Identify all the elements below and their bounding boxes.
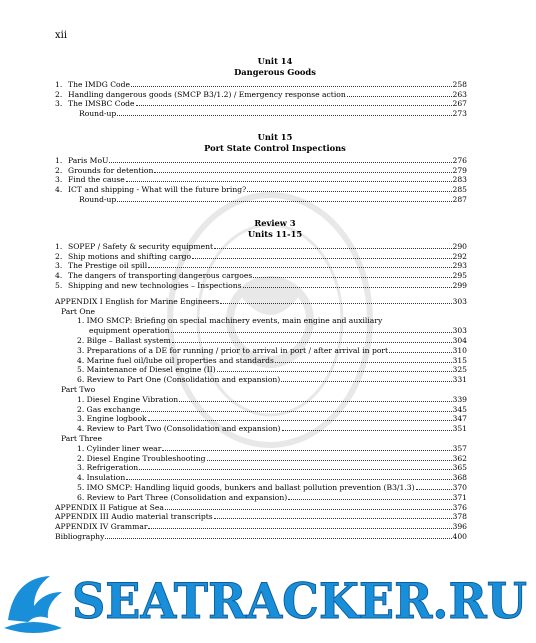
toc-entry-appendix[interactable]: APPENDIX II Fatigue at Sea 376 [55, 502, 467, 512]
toc-entry-appendix[interactable]: APPENDIX I English for Marine Engineers 303 [55, 296, 467, 306]
toc-entry[interactable]: 2. Bilge – Ballast system 304 [77, 335, 467, 345]
toc-entry[interactable]: 2. Ship motions and shifting cargo 292 [55, 251, 467, 261]
toc-entry[interactable]: 1. Cylinder liner wear 357 [77, 443, 467, 453]
unit-title: Review 3 [254, 218, 296, 228]
page-number: xii [55, 30, 68, 41]
toc-entry[interactable]: 2. Handling dangerous goods (SMCP B3/1.2) / Emergency response action 263 [55, 89, 467, 99]
appendix-list [55, 296, 467, 541]
toc-entry[interactable]: 2. Diesel Engine Troubleshooting 362 [77, 453, 467, 463]
review-3-heading [55, 218, 495, 240]
toc-entry[interactable]: 3. Preparations of a DE for running / prior to arrival in port / after arrival in port 310 [77, 345, 467, 355]
toc-entry[interactable]: 3. Engine logbook 347 [77, 414, 467, 424]
toc-part-heading: Part Two [61, 384, 96, 394]
toc-entry-roundup[interactable]: Round-up 287 [79, 194, 467, 204]
unit-15-list [55, 155, 467, 204]
review-3-list [55, 241, 467, 290]
toc-entry-bibliography[interactable]: Bibliography 400 [55, 531, 467, 541]
toc-entry[interactable]: 1. Diesel Engine Vibration 339 [77, 394, 467, 404]
toc-entry[interactable]: 3. Find the cause 283 [55, 175, 467, 185]
toc-entry[interactable]: 3. Refrigeration 365 [77, 463, 467, 473]
unit-subtitle: Units 11-15 [247, 229, 303, 239]
toc-entry[interactable]: 2. Gas exchange 345 [77, 404, 467, 414]
toc-entry[interactable]: 4. Insulation 368 [77, 473, 467, 483]
toc-entry-appendix[interactable]: APPENDIX IV Grammar 396 [55, 522, 467, 532]
banner-text: SEATRACKER.RU [72, 572, 527, 630]
toc-entry[interactable]: 2. Grounds for detention 279 [55, 165, 467, 175]
toc-entry[interactable]: 1. IMO SMCP: Briefing on special machinery events, main engine and auxiliary [77, 316, 383, 326]
toc-entry[interactable]: 4. Marine fuel oil/lube oil properties and standards 315 [77, 355, 467, 365]
toc-entry[interactable]: 4. The dangers of transporting dangerous cargoes 295 [55, 271, 467, 281]
unit-title: Unit 15 [257, 132, 293, 142]
toc-entry[interactable]: 4. ICT and shipping - What will the future bring? 285 [55, 185, 467, 195]
toc-part-heading: Part One [61, 306, 96, 316]
toc-entry[interactable]: 5. IMO SMCP: Handling liquid goods, bunkers and ballast pollution prevention (B3/1.3) 370 [77, 482, 467, 492]
toc-entry[interactable]: 1. The IMDG Code 258 [55, 79, 467, 89]
unit-title: Unit 14 [257, 56, 293, 66]
toc-entry[interactable]: 6. Review to Part One (Consolidation and expansion) 331 [77, 375, 467, 385]
toc-entry[interactable]: 1. SOPEP / Safety & security equipment 290 [55, 241, 467, 251]
toc-entry[interactable]: equipment operation 303 [89, 326, 467, 336]
unit-subtitle: Port State Control Inspections [204, 143, 346, 153]
unit-15-heading [55, 132, 495, 154]
toc-entry[interactable]: 1. Paris MoU 276 [55, 155, 467, 165]
toc-entry[interactable]: 4. Review to Part Two (Consolidation and expansion) 351 [77, 424, 467, 434]
unit-14-heading [55, 56, 495, 78]
toc-entry[interactable]: 3. The Prestige oil spill 293 [55, 261, 467, 271]
toc-entry[interactable]: 5. Maintenance of Diesel engine (II) 325 [77, 365, 467, 375]
seatracker-banner [0, 558, 536, 643]
toc-entry[interactable]: 3. The IMSBC Code 267 [55, 99, 467, 109]
toc-part-heading: Part Three [61, 433, 102, 443]
toc-entry-appendix[interactable]: APPENDIX III Audio material transcripts 378 [55, 512, 467, 522]
wave-logo-icon [4, 576, 62, 633]
toc-entry-roundup[interactable]: Round-up 273 [79, 109, 467, 119]
toc-entry[interactable]: 5. Shipping and new technologies – Inspections 299 [55, 280, 467, 290]
unit-14-list [55, 79, 467, 118]
toc-entry[interactable]: 6. Review to Part Three (Consolidation and expansion) 371 [77, 492, 467, 502]
unit-subtitle: Dangerous Goods [234, 67, 316, 77]
